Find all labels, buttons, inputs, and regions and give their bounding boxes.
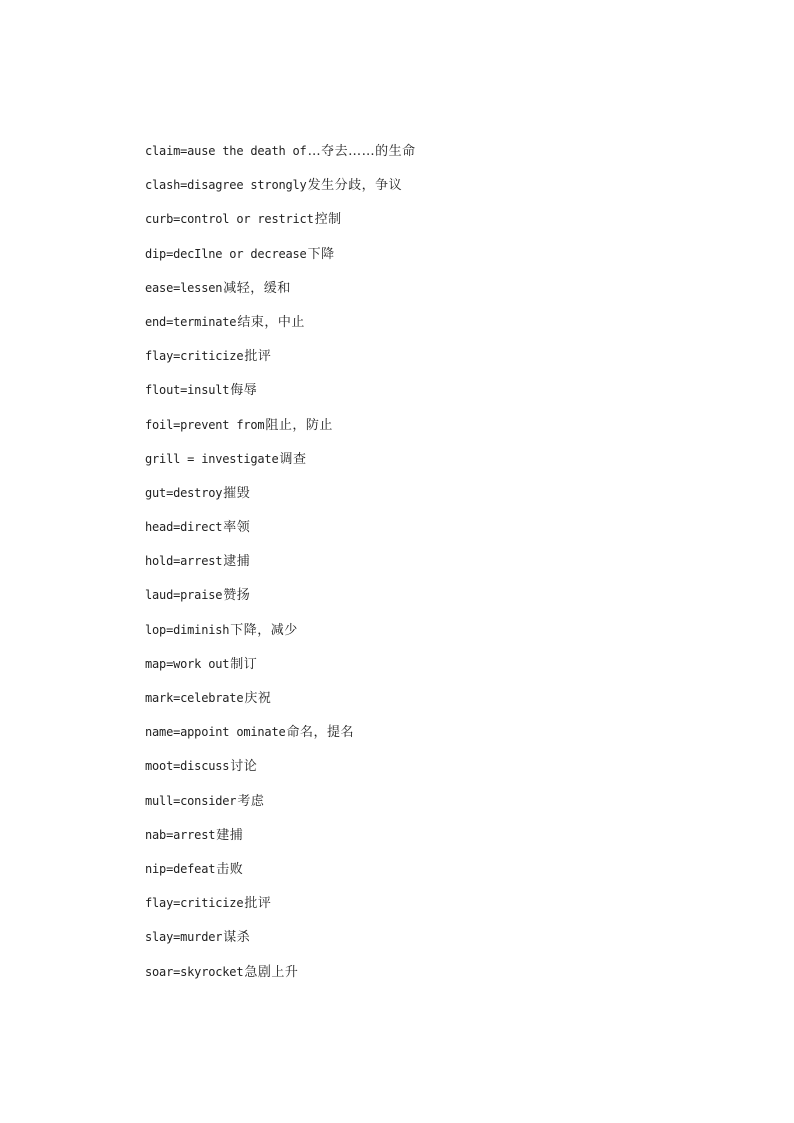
entry-english: grill = investigate bbox=[145, 451, 279, 466]
entry-chinese: 下降，减少 bbox=[230, 622, 298, 638]
vocab-entry bbox=[145, 483, 745, 517]
vocab-entry bbox=[145, 654, 745, 688]
entry-english: mark=celebrate bbox=[145, 691, 244, 705]
entry-english: gut=destroy bbox=[145, 485, 223, 500]
vocab-entry bbox=[145, 893, 745, 927]
vocab-entry bbox=[145, 380, 745, 414]
vocab-entry bbox=[145, 791, 745, 825]
vocab-entry bbox=[145, 688, 745, 722]
entry-english: foil=prevent from bbox=[145, 417, 265, 432]
vocab-entry bbox=[145, 278, 745, 312]
entry-english: name=appoint ominate bbox=[145, 725, 286, 740]
entry-english: lop=diminish bbox=[145, 622, 230, 637]
vocab-entry bbox=[145, 449, 745, 483]
vocab-entry bbox=[145, 175, 745, 209]
entry-english: mull=consider bbox=[145, 793, 237, 808]
entry-chinese: 减轻，缓和 bbox=[223, 280, 291, 296]
entry-chinese: 讨论 bbox=[230, 759, 258, 775]
vocab-entry bbox=[145, 825, 745, 859]
entry-chinese: 阻止，防止 bbox=[265, 417, 333, 433]
vocab-entry bbox=[145, 312, 745, 346]
vocab-entry bbox=[145, 585, 745, 619]
entry-chinese: …夺去……的生命 bbox=[307, 144, 416, 159]
vocabulary-list bbox=[145, 141, 745, 996]
entry-chinese: 发生分歧，争议 bbox=[307, 178, 403, 194]
entry-english: moot=discuss bbox=[145, 759, 230, 774]
vocab-entry bbox=[145, 141, 745, 175]
entry-english: dip=decIlne or decrease bbox=[145, 246, 307, 261]
vocab-entry bbox=[145, 517, 745, 551]
entry-chinese: 急剧上升 bbox=[244, 964, 299, 980]
entry-english: flout=insult bbox=[145, 383, 230, 398]
entry-chinese: 结束，中止 bbox=[237, 314, 305, 330]
entry-chinese: 批评 bbox=[244, 896, 272, 912]
entry-english: flay=criticize bbox=[145, 349, 244, 364]
vocab-entry bbox=[145, 722, 745, 756]
vocab-entry bbox=[145, 244, 745, 278]
entry-chinese: 考虑 bbox=[237, 793, 265, 809]
entry-chinese: 摧毁 bbox=[223, 485, 251, 501]
entry-english: ease=lessen bbox=[145, 280, 223, 295]
vocab-entry bbox=[145, 620, 745, 654]
entry-chinese: 逮捕 bbox=[223, 554, 251, 570]
entry-chinese: 批评 bbox=[244, 349, 272, 365]
entry-chinese: 谋杀 bbox=[223, 930, 251, 946]
vocab-entry bbox=[145, 962, 745, 996]
vocab-entry bbox=[145, 756, 745, 790]
entry-chinese: 庆祝 bbox=[244, 691, 272, 706]
entry-chinese: 建捕 bbox=[216, 827, 244, 843]
vocab-entry bbox=[145, 859, 745, 893]
vocab-entry bbox=[145, 415, 745, 449]
vocab-entry bbox=[145, 209, 745, 243]
entry-english: end=terminate bbox=[145, 314, 237, 329]
entry-chinese: 侮辱 bbox=[230, 383, 258, 399]
entry-english: soar=skyrocket bbox=[145, 964, 244, 979]
vocab-entry bbox=[145, 927, 745, 961]
entry-chinese: 制订 bbox=[230, 656, 258, 672]
vocab-entry bbox=[145, 551, 745, 585]
entry-english: nip=defeat bbox=[145, 861, 216, 876]
entry-chinese: 下降 bbox=[307, 246, 335, 262]
vocab-entry bbox=[145, 346, 745, 380]
entry-chinese: 控制 bbox=[314, 212, 342, 228]
entry-chinese: 调查 bbox=[279, 451, 307, 467]
entry-chinese: 击败 bbox=[216, 861, 244, 877]
entry-chinese: 率领 bbox=[223, 520, 251, 536]
entry-english: claim=ause the death of bbox=[145, 144, 307, 158]
entry-english: hold=arrest bbox=[145, 554, 223, 569]
entry-english: map=work out bbox=[145, 656, 230, 671]
entry-english: head=direct bbox=[145, 520, 223, 535]
entry-english: laud=praise bbox=[145, 588, 223, 603]
entry-chinese: 命名，提名 bbox=[286, 725, 355, 741]
entry-english: nab=arrest bbox=[145, 827, 216, 842]
entry-chinese: 赞扬 bbox=[223, 588, 251, 604]
entry-english: curb=control or restrict bbox=[145, 212, 314, 227]
entry-english: clash=disagree strongly bbox=[145, 178, 307, 193]
entry-english: flay=criticize bbox=[145, 896, 244, 911]
entry-english: slay=murder bbox=[145, 930, 223, 945]
